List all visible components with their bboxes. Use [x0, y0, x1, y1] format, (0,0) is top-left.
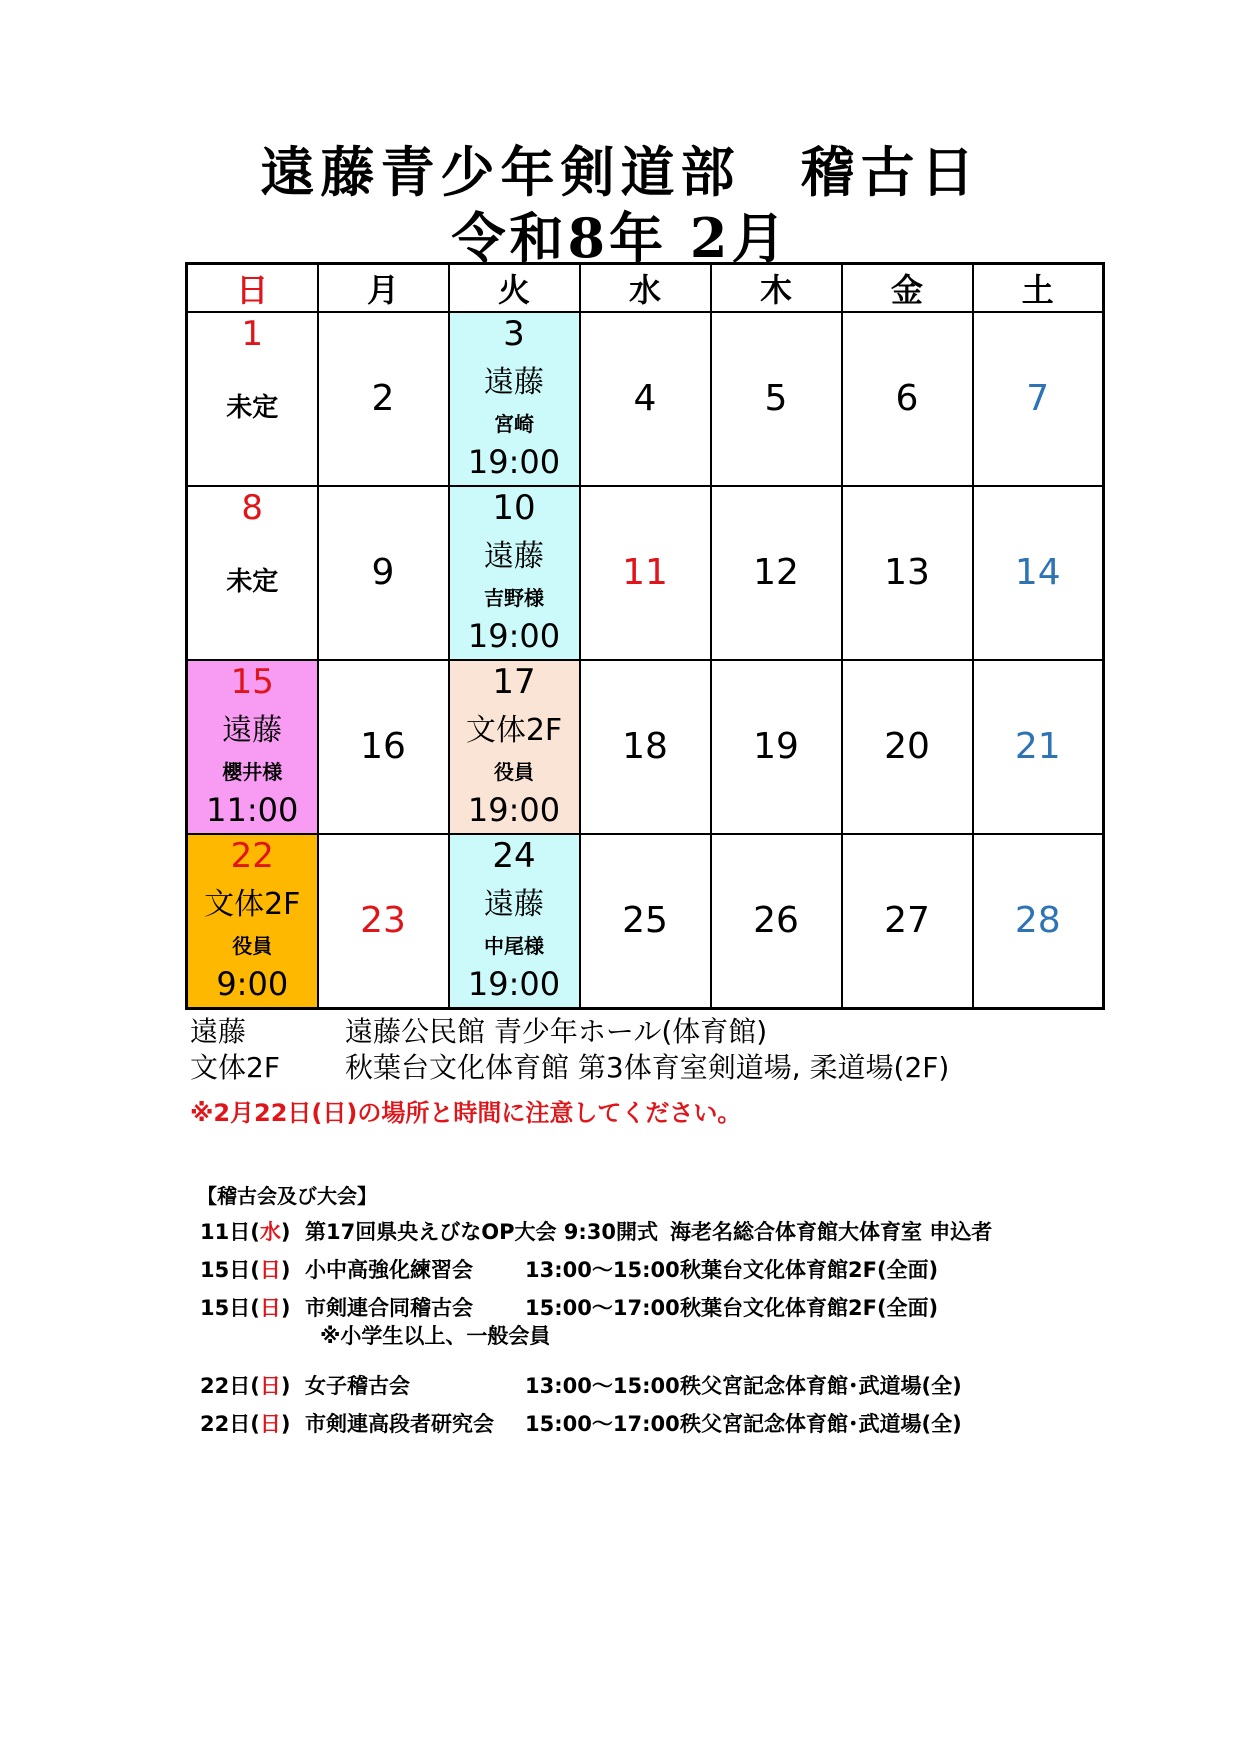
calendar-day-cell	[842, 834, 973, 1009]
event-row	[200, 1216, 992, 1246]
practice-location: 遠藤	[222, 713, 283, 749]
paren: (	[250, 1296, 260, 1320]
event-date	[200, 1292, 305, 1322]
event-date	[200, 1216, 305, 1246]
event-date-day: 22日	[200, 1374, 251, 1398]
practice-time: 19:00	[467, 964, 561, 1003]
event-date-day: 15日	[200, 1296, 251, 1320]
notice-text: ※2月22日(日)の場所と時間に注意してください。	[190, 1099, 742, 1127]
day-number: 24	[492, 836, 536, 876]
practice-time: 19:00	[467, 442, 561, 481]
event-weekday: 日	[259, 1296, 281, 1320]
day-number: 20	[884, 726, 930, 767]
page-subtitle: 令和8年 2月	[451, 206, 790, 270]
legend-key: 遠藤	[190, 1015, 247, 1048]
paren: (	[250, 1258, 260, 1282]
day-number: 21	[1014, 726, 1061, 767]
calendar-day-cell	[973, 834, 1104, 1009]
event-date	[200, 1408, 305, 1438]
practice-person: 役員	[232, 933, 273, 958]
calendar-day-cell	[187, 660, 318, 834]
day-number: 3	[503, 314, 525, 354]
day-number: 13	[884, 552, 930, 593]
paren: )	[280, 1258, 291, 1282]
calendar-day-cell	[711, 660, 842, 834]
calendar-day-cell	[711, 312, 842, 486]
event-date-day: 22日	[200, 1412, 251, 1436]
legend-value: 遠藤公民館 青少年ホール(体育館)	[345, 1015, 768, 1048]
event-name: 女子稽古会	[305, 1374, 410, 1398]
calendar-day-cell	[580, 834, 711, 1009]
weekday-wed: 水	[580, 264, 711, 313]
weekday-tue: 火	[449, 264, 580, 313]
event-time: 15:00～17:00	[525, 1412, 680, 1436]
day-number: 15	[230, 662, 274, 702]
paren: )	[280, 1374, 291, 1398]
calendar-day-cell	[842, 486, 973, 660]
day-number: 28	[1014, 900, 1061, 941]
calendar-day-cell	[580, 660, 711, 834]
paren: )	[280, 1412, 291, 1436]
practice-location: 遠藤	[484, 539, 544, 575]
day-number: 27	[884, 900, 930, 941]
weekday-fri: 金	[842, 264, 973, 313]
calendar-day-cell	[449, 834, 580, 1009]
calendar-day-cell	[318, 834, 449, 1009]
practice-person: 吉野様	[484, 585, 544, 610]
day-number: 23	[360, 900, 406, 941]
calendar-week-row	[187, 660, 1104, 834]
event-date-day: 15日	[200, 1258, 251, 1282]
paren: (	[250, 1374, 260, 1398]
calendar-day-cell	[711, 486, 842, 660]
day-number: 25	[622, 900, 668, 941]
day-number: 2	[371, 378, 395, 419]
legend-row-buntai	[190, 1046, 949, 1086]
calendar-day-cell	[973, 486, 1104, 660]
calendar-week-row	[187, 486, 1104, 660]
event-weekday: 日	[259, 1258, 281, 1282]
weekday-mon: 月	[318, 264, 449, 313]
page-title: 遠藤青少年剣道部 稽古日	[260, 140, 981, 204]
day-number: 12	[753, 552, 799, 593]
legend-row-endo	[190, 1010, 767, 1050]
event-row	[200, 1370, 962, 1400]
event-date	[200, 1254, 305, 1284]
paren: )	[280, 1220, 291, 1244]
calendar-day-cell	[449, 660, 580, 834]
weekday-header-row	[187, 264, 1104, 313]
day-number: 11	[622, 552, 668, 593]
calendar-week-row	[187, 834, 1104, 1009]
event-time: 13:00～15:00	[525, 1374, 680, 1398]
calendar-day-cell	[580, 486, 711, 660]
calendar-day-cell	[842, 312, 973, 486]
calendar-day-cell	[187, 486, 318, 660]
practice-time: 19:00	[467, 616, 561, 655]
event-name: 市剣連高段者研究会	[305, 1412, 494, 1436]
practice-person: 中尾様	[484, 933, 544, 958]
practice-person: 櫻井様	[222, 759, 283, 784]
event-place: 秩父宮記念体育館･武道場(全)	[680, 1412, 962, 1436]
calendar-day-cell	[449, 312, 580, 486]
event-row	[200, 1408, 962, 1438]
calendar-day-cell	[580, 312, 711, 486]
event-weekday: 日	[259, 1412, 281, 1436]
calendar-week-row	[187, 312, 1104, 486]
day-number: 5	[764, 378, 788, 419]
event-weekday: 日	[259, 1374, 281, 1398]
paren: (	[250, 1220, 260, 1244]
calendar-table	[185, 262, 1105, 1010]
day-number: 26	[753, 900, 799, 941]
legend-key: 文体2F	[190, 1051, 280, 1084]
legend-value: 秋葉台文化体育館 第3体育室剣道場, 柔道場(2F)	[345, 1051, 950, 1084]
event-name: 市剣連合同稽古会	[305, 1296, 473, 1320]
calendar-day-cell	[973, 660, 1104, 834]
day-number: 4	[633, 378, 657, 419]
events-heading: 【稽古会及び大会】	[197, 1184, 377, 1208]
practice-location: 遠藤	[484, 365, 544, 401]
weekday-thu: 木	[711, 264, 842, 313]
practice-time: 11:00	[206, 790, 299, 829]
day-number: 19	[753, 726, 799, 767]
event-row	[200, 1254, 938, 1284]
day-number: 22	[230, 836, 274, 876]
event-note: ※小学生以上、一般会員	[320, 1324, 551, 1348]
calendar-day-cell	[318, 312, 449, 486]
practice-location: 文体2F	[465, 713, 563, 749]
event-place: 秋葉台文化体育館2F(全面)	[680, 1296, 939, 1320]
practice-location: 遠藤	[484, 887, 544, 923]
day-note: 未定	[226, 392, 279, 423]
practice-person: 役員	[494, 759, 534, 784]
calendar-day-cell	[449, 486, 580, 660]
weekday-sun: 日	[187, 264, 318, 313]
calendar-day-cell	[711, 834, 842, 1009]
event-place: 海老名総合体育館大体育室 申込者	[670, 1220, 993, 1244]
day-number: 7	[1026, 378, 1050, 419]
event-weekday: 水	[259, 1220, 281, 1244]
calendar-day-cell	[318, 660, 449, 834]
event-place: 秋葉台文化体育館2F(全面)	[680, 1258, 939, 1282]
day-number: 18	[622, 726, 668, 767]
weekday-sat: 土	[973, 264, 1104, 313]
event-date-day: 11日	[200, 1220, 251, 1244]
paren: )	[280, 1296, 291, 1320]
calendar-day-cell	[842, 660, 973, 834]
practice-time: 9:00	[216, 964, 289, 1003]
day-number: 6	[895, 378, 919, 419]
practice-time: 19:00	[467, 790, 561, 829]
day-number: 9	[371, 552, 395, 593]
event-name: 第17回県央えびなOP大会 9:30開式	[305, 1220, 659, 1244]
event-time: 13:00～15:00	[525, 1258, 680, 1282]
day-number: 17	[492, 662, 536, 702]
calendar-day-cell	[318, 486, 449, 660]
practice-location: 文体2F	[204, 887, 301, 923]
day-number: 14	[1014, 552, 1061, 593]
event-row	[200, 1292, 938, 1322]
day-number: 16	[360, 726, 406, 767]
calendar-day-cell	[187, 834, 318, 1009]
event-time: 15:00～17:00	[525, 1296, 680, 1320]
event-name: 小中高強化練習会	[305, 1258, 473, 1282]
practice-person: 宮崎	[494, 411, 534, 436]
calendar-day-cell	[973, 312, 1104, 486]
event-place: 秩父宮記念体育館･武道場(全)	[680, 1374, 962, 1398]
calendar-day-cell	[187, 312, 318, 486]
day-number: 8	[241, 488, 264, 528]
day-number: 1	[241, 314, 264, 354]
paren: (	[250, 1412, 260, 1436]
day-number: 10	[492, 488, 536, 528]
event-date	[200, 1370, 305, 1400]
day-note: 未定	[226, 566, 279, 597]
